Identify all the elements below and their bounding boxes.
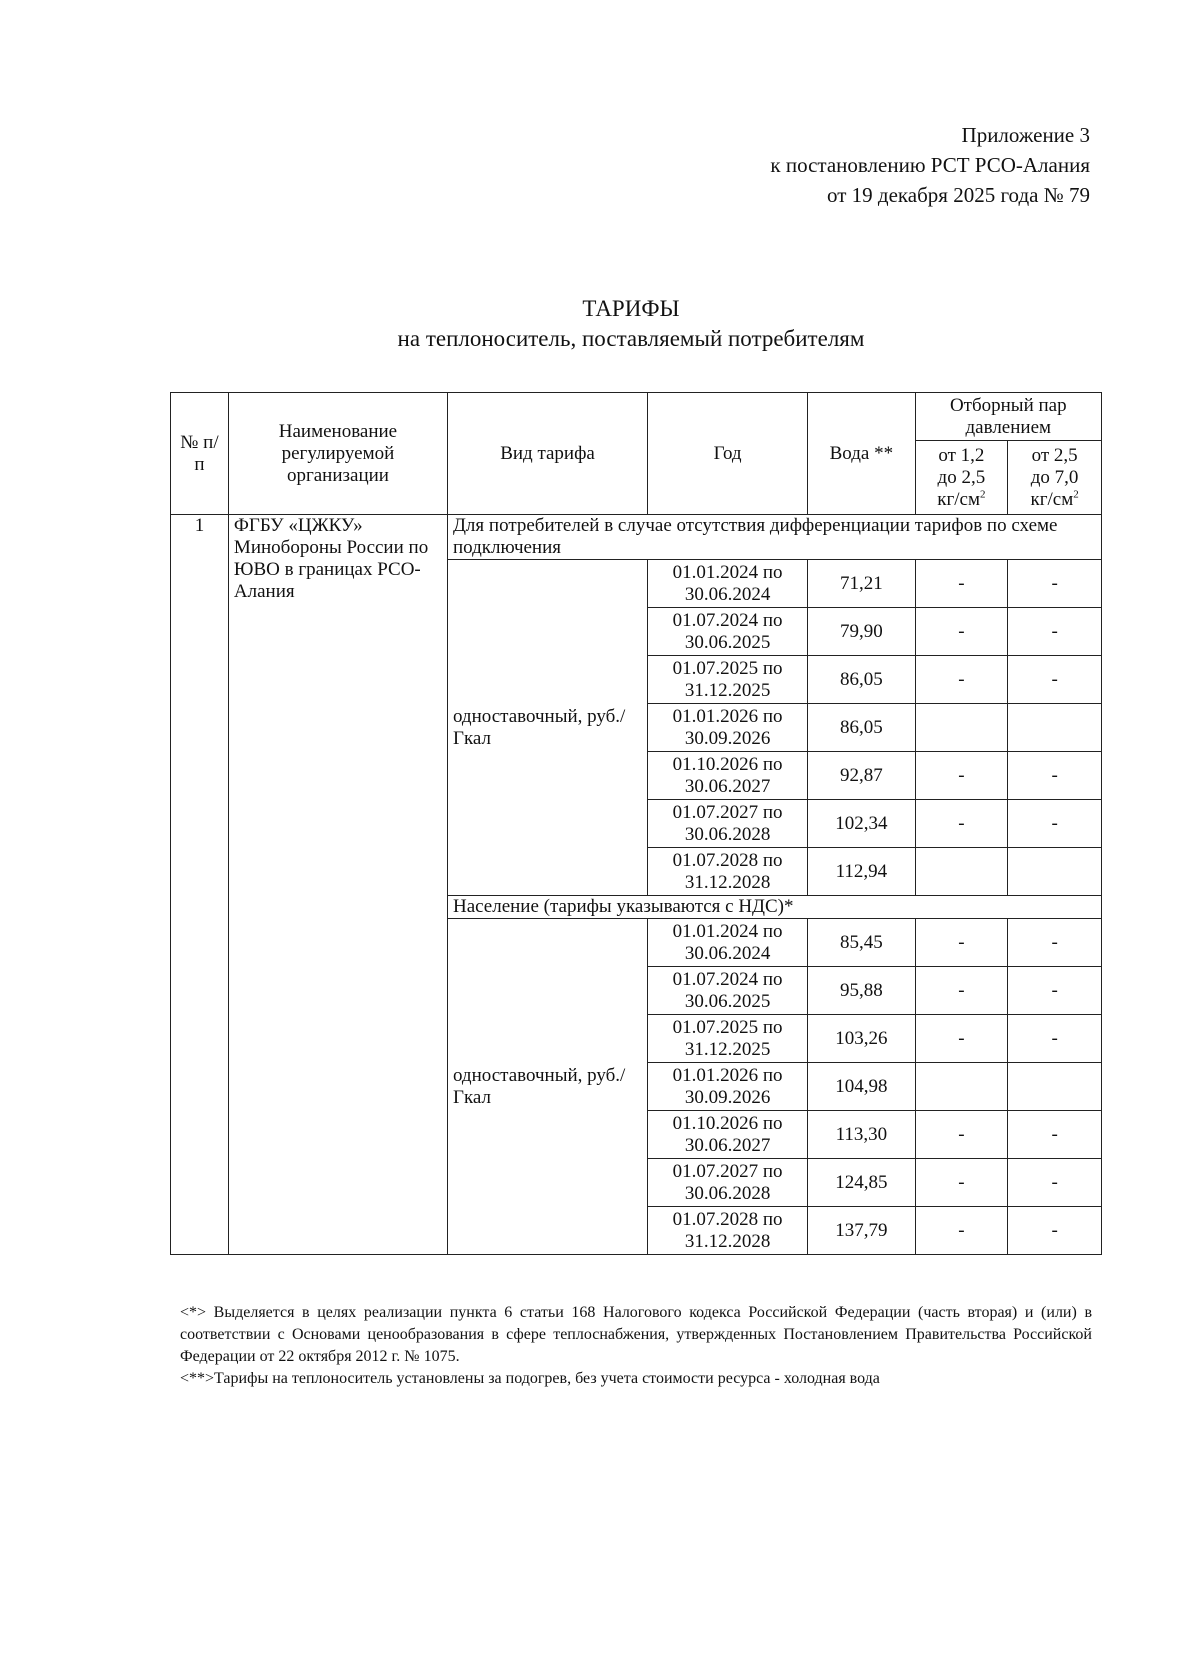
title-main: ТАРИФЫ [582, 296, 680, 321]
period-cell: 01.07.2025 по 31.12.2025 [648, 656, 808, 704]
header-steam-low-unit: кг/см [937, 488, 981, 510]
steam-high-cell: - [1008, 1111, 1102, 1159]
period-cell: 01.07.2024 по 30.06.2025 [648, 608, 808, 656]
tariff-type-cell: одноставочный, руб./Гкал [447, 560, 647, 896]
water-cell: 104,98 [808, 1063, 915, 1111]
period-cell: 01.07.2028 по 31.12.2028 [648, 848, 808, 896]
steam-high-cell: - [1008, 752, 1102, 800]
header-steam-low-sup: 2 [980, 488, 986, 501]
steam-high-cell: - [1008, 1159, 1102, 1207]
header-tariff-type: Вид тарифа [447, 393, 647, 515]
period-cell: 01.10.2026 по 30.06.2027 [648, 752, 808, 800]
steam-low-cell: - [915, 800, 1008, 848]
water-cell: 112,94 [808, 848, 915, 896]
tariff-table [170, 392, 1102, 1255]
group-title: Для потребителей в случае отсутствия дифференциации тарифов по схеме подключения [447, 515, 1101, 560]
steam-low-cell: - [915, 1015, 1008, 1063]
header-year: Год [648, 393, 808, 515]
steam-high-cell [1008, 704, 1102, 752]
steam-low-cell [915, 704, 1008, 752]
steam-low-cell: - [915, 919, 1008, 967]
header-steam-high-unit-wrap [1013, 489, 1096, 511]
annex-line-1: Приложение 3 [961, 123, 1090, 147]
period-cell: 01.07.2027 по 30.06.2028 [648, 1159, 808, 1207]
steam-high-cell [1008, 848, 1102, 896]
org-number: 1 [171, 515, 229, 1255]
water-cell: 86,05 [808, 704, 915, 752]
footnotes [180, 1302, 1092, 1390]
tariff-type-cell: одноставочный, руб./Гкал [447, 919, 647, 1255]
steam-high-cell: - [1008, 560, 1102, 608]
steam-low-cell: - [915, 1207, 1008, 1255]
water-cell: 71,21 [808, 560, 915, 608]
water-cell: 124,85 [808, 1159, 915, 1207]
steam-high-cell: - [1008, 656, 1102, 704]
footnote-1: <*> Выделяется в целях реализации пункта 6 статьи 168 Налогового кодекса Российской Федерации (часть вторая) и (или) в соответствии с Основами ценообразования в сфере теплоснабжения, утвержденных Постановлением Правительства Российской Федерации от 22 октября 2012 г. № 1075. [180, 1304, 1092, 1365]
header-steam-low-line2: до 2,5 [937, 466, 986, 488]
steam-low-cell: - [915, 1111, 1008, 1159]
header-number: № п/п [171, 393, 229, 515]
period-cell: 01.07.2025 по 31.12.2025 [648, 1015, 808, 1063]
steam-high-cell [1008, 1063, 1102, 1111]
water-cell: 92,87 [808, 752, 915, 800]
steam-low-cell [915, 848, 1008, 896]
footnote-2: <**>Тарифы на теплоноситель установлены за подогрев, без учета стоимости ресурса - холодная вода [180, 1370, 880, 1387]
steam-low-cell: - [915, 752, 1008, 800]
group-title-row [171, 515, 1102, 560]
header-steam-high-unit: кг/см [1030, 488, 1074, 510]
steam-high-cell: - [1008, 608, 1102, 656]
steam-low-cell [915, 1063, 1008, 1111]
water-cell: 95,88 [808, 967, 915, 1015]
period-cell: 01.01.2026 по 30.09.2026 [648, 1063, 808, 1111]
water-cell: 86,05 [808, 656, 915, 704]
header-steam-high-line2: до 7,0 [1030, 466, 1079, 488]
title-sub: на теплоноситель, поставляемый потребителям [397, 326, 865, 351]
water-cell: 103,26 [808, 1015, 915, 1063]
steam-low-cell: - [915, 656, 1008, 704]
steam-high-cell: - [1008, 919, 1102, 967]
period-cell: 01.01.2024 по 30.06.2024 [648, 560, 808, 608]
steam-low-cell: - [915, 967, 1008, 1015]
period-cell: 01.07.2024 по 30.06.2025 [648, 967, 808, 1015]
header-water: Вода ** [808, 393, 915, 515]
water-cell: 102,34 [808, 800, 915, 848]
annex-line-2: к постановлению РСТ РСО-Алания [770, 153, 1090, 177]
header-organization: Наименование регулируемой организации [228, 393, 447, 515]
group-title: Население (тарифы указываются с НДС)* [447, 896, 1101, 919]
steam-high-cell: - [1008, 800, 1102, 848]
steam-high-cell: - [1008, 1015, 1102, 1063]
header-steam-low-line1: от 1,2 [938, 444, 985, 466]
steam-low-cell: - [915, 1159, 1008, 1207]
steam-low-cell: - [915, 560, 1008, 608]
water-cell: 137,79 [808, 1207, 915, 1255]
document-title [0, 294, 1200, 354]
period-cell: 01.10.2026 по 30.06.2027 [648, 1111, 808, 1159]
period-cell: 01.01.2024 по 30.06.2024 [648, 919, 808, 967]
water-cell: 113,30 [808, 1111, 915, 1159]
steam-high-cell: - [1008, 1207, 1102, 1255]
period-cell: 01.01.2026 по 30.09.2026 [648, 704, 808, 752]
header-steam-high [1008, 441, 1102, 515]
annex-line-3: от 19 декабря 2025 года № 79 [827, 183, 1090, 207]
annex-header [770, 120, 1090, 210]
period-cell: 01.07.2028 по 31.12.2028 [648, 1207, 808, 1255]
header-steam-low-unit-wrap [921, 489, 1003, 511]
water-cell: 79,90 [808, 608, 915, 656]
header-steam-low [915, 441, 1008, 515]
steam-low-cell: - [915, 608, 1008, 656]
header-steam-high-line1: от 2,5 [1031, 444, 1078, 466]
period-cell: 01.07.2027 по 30.06.2028 [648, 800, 808, 848]
org-name: ФГБУ «ЦЖКУ» Минобороны России по ЮВО в границах РСО-Алания [228, 515, 447, 1255]
header-steam: Отборный пар давлением [915, 393, 1101, 441]
header-steam-high-sup: 2 [1073, 488, 1079, 501]
water-cell: 85,45 [808, 919, 915, 967]
steam-high-cell: - [1008, 967, 1102, 1015]
